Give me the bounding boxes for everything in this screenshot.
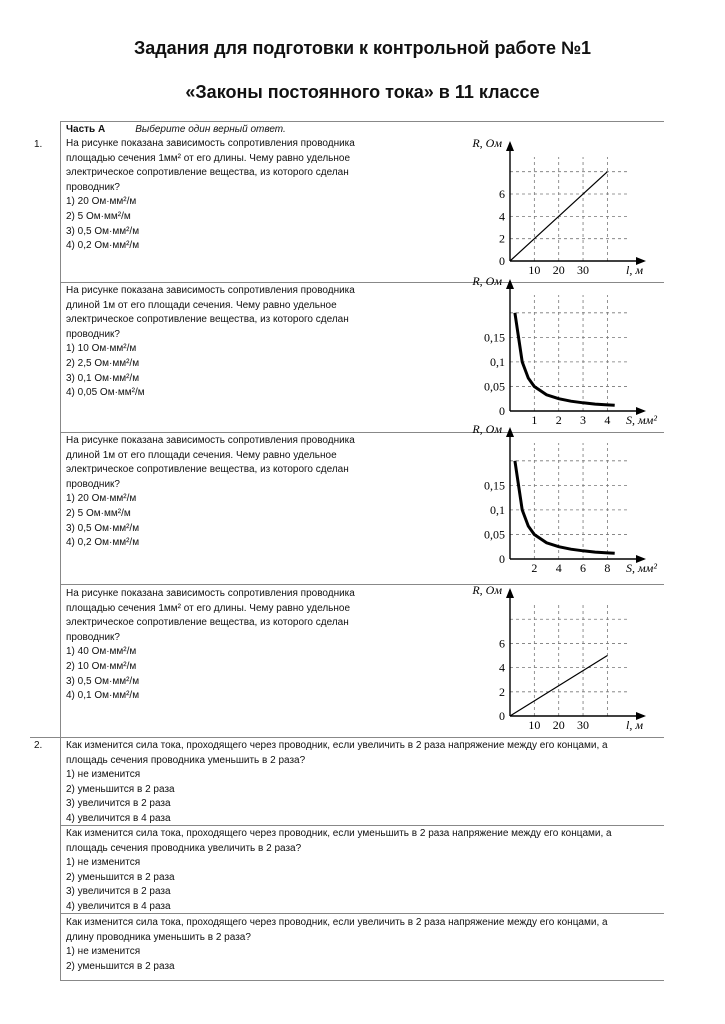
y-tick-label: 2 [499,684,505,699]
answer-option: 3) 0,1 Ом·мм²/м [66,372,140,384]
y-tick-label: 6 [499,187,505,202]
x-axis-label: S, мм² [626,413,657,427]
y-tick-label: 4 [499,660,505,675]
answer-option: 2) уменьшится в 2 раза [66,960,175,972]
question-text-line: электрическое сопротивление вещества, из которого сделан [66,314,349,326]
x-tick-label: 20 [552,263,565,277]
y-tick-label: 0,15 [484,330,505,345]
y-tick-label: 0,05 [484,527,505,542]
question-text-line: длиной 1м от его площади сечения. Чему равно удельное [66,449,337,461]
question-text-line: На рисунке показана зависимость сопротивления проводника [66,435,355,446]
x-tick-label: 10 [528,718,541,732]
answer-option: 3) увеличится в 2 раза [66,798,171,810]
y-tick-label: 0 [499,404,505,418]
part-a-header [66,124,286,135]
graph-4 [450,583,650,736]
x-axis-label: l, м [626,718,643,732]
question-text-line: проводник? [66,181,120,193]
y-axis-arrow [506,588,514,598]
question-text-line: Как изменится сила тока, проходящего через проводник, если увеличить в 2 раза напряжение между его концами, а [66,740,608,751]
x-axis-label: l, м [626,263,643,277]
question-number: 2. [34,740,43,751]
x-tick-label: 2 [531,561,538,575]
graph-2 [450,274,657,430]
y-tick-label: 0 [499,552,505,566]
y-tick-label: 0,05 [484,379,505,394]
y-axis-label: R, Ом [472,422,502,436]
question-text-line: площадью сечения 1мм² от его длины. Чему равно удельное [66,602,351,614]
part-a-label: Часть А [66,124,106,135]
x-tick-label: 30 [577,263,590,277]
question-number: 1. [34,139,43,150]
data-line [515,461,615,554]
question-text-line: Как изменится сила тока, проходящего через проводник, если уменьшить в 2 раза напряжение между его концами, а [66,828,612,839]
answer-option: 4) увеличится в 4 раза [66,812,171,824]
table-bottom-border [60,980,664,981]
question-text-line: электрическое сопротивление вещества, из которого сделан [66,464,349,476]
y-axis-arrow [506,279,514,289]
question-text-line: проводник? [66,328,120,340]
answer-option: 3) 0,5 Ом·мм²/м [66,522,140,534]
row-divider [30,737,664,738]
x-tick-label: 4 [555,561,562,575]
question-text-line: Как изменится сила тока, проходящего через проводник, если увеличить в 2 раза напряжение между его концами, а [66,917,608,928]
x-tick-label: 3 [580,413,587,427]
answer-option: 1) не изменится [66,857,141,869]
answer-option: 1) 10 Ом·мм²/м [66,343,137,355]
question-text-line: площадью сечения 1мм² от его длины. Чему равно удельное [66,152,351,164]
question-text-line: площадь сечения проводника увеличить в 2 раза? [66,842,302,854]
answer-option: 3) увеличится в 2 раза [66,886,171,898]
answer-option: 4) увеличится в 4 раза [66,900,171,912]
question-1d [66,587,355,704]
question-2a [66,739,608,827]
question-text-line: проводник? [66,478,120,490]
y-axis-arrow [506,141,514,151]
answer-option: 1) 40 Ом·мм²/м [66,646,137,658]
page-title: Задания для подготовки к контрольной работе №1 [133,38,592,58]
page-subtitle: «Законы постоянного тока» в 11 классе [185,82,540,102]
answer-option: 4) 0,2 Ом·мм²/м [66,537,140,549]
y-axis-label: R, Ом [472,136,502,150]
question-text-line: На рисунке показана зависимость сопротивления проводника [66,588,355,599]
answer-option: 3) 0,5 Ом·мм²/м [66,675,140,687]
question-text-line: электрическое сопротивление вещества, из которого сделан [66,167,349,179]
y-tick-label: 0,1 [490,354,505,369]
question-1c [66,434,355,551]
graph-3 [450,422,657,583]
answer-option: 1) 20 Ом·мм²/м [66,196,137,208]
x-tick-label: 20 [552,718,565,732]
y-tick-label: 0 [499,254,505,268]
question-text-line: На рисунке показана зависимость сопротивления проводника [66,285,355,296]
answer-option: 2) 5 Ом·мм²/м [66,507,131,519]
question-text-line: На рисунке показана зависимость сопротивления проводника [66,138,355,149]
x-tick-label: 10 [528,263,541,277]
question-text-line: электрическое сопротивление вещества, из которого сделан [66,617,349,629]
y-tick-label: 2 [499,231,505,246]
answer-option: 2) 10 Ом·мм²/м [66,660,137,672]
answer-option: 4) 0,2 Ом·мм²/м [66,240,140,252]
answer-option: 1) не изменится [66,946,141,958]
x-tick-label: 4 [604,413,611,427]
y-axis-label: R, Ом [472,274,502,288]
x-tick-label: 2 [555,413,562,427]
answer-option: 3) 0,5 Ом·мм²/м [66,225,140,237]
answer-option: 4) 0,1 Ом·мм²/м [66,690,140,702]
answer-option: 4) 0,05 Ом·мм²/м [66,387,145,399]
question-1a [66,137,355,254]
question-2c [66,916,608,974]
y-tick-label: 0 [499,709,505,723]
question-text-line: площадь сечения проводника уменьшить в 2 раза? [66,754,306,766]
answer-option: 1) не изменится [66,769,141,781]
question-1b [66,284,355,401]
x-tick-label: 1 [531,413,538,427]
question-text-line: проводник? [66,631,120,643]
table-top-border [60,121,664,122]
answer-option: 2) 5 Ом·мм²/м [66,210,131,222]
row-divider [60,584,664,585]
question-text-line: длину проводника уменьшить в 2 раза? [66,931,251,943]
answer-option: 2) уменьшится в 2 раза [66,783,175,795]
y-axis-label: R, Ом [472,583,502,597]
data-line [515,313,615,406]
x-tick-label: 30 [577,718,590,732]
data-line [510,656,607,717]
x-tick-label: 8 [604,561,611,575]
x-tick-label: 6 [580,561,587,575]
y-tick-label: 4 [499,209,505,224]
part-a-instruction: Выберите один верный ответ. [135,124,286,135]
answer-option: 2) уменьшится в 2 раза [66,871,175,883]
question-2b [66,827,612,915]
question-text-line: длиной 1м от его площади сечения. Чему равно удельное [66,299,337,311]
x-axis-label: S, мм² [626,561,657,575]
y-tick-label: 6 [499,636,505,651]
graph-1 [450,135,650,280]
answer-option: 1) 20 Ом·мм²/м [66,493,137,505]
table-left-border [60,121,61,981]
answer-option: 2) 2,5 Ом·мм²/м [66,357,140,369]
y-tick-label: 0,15 [484,478,505,493]
y-tick-label: 0,1 [490,502,505,517]
